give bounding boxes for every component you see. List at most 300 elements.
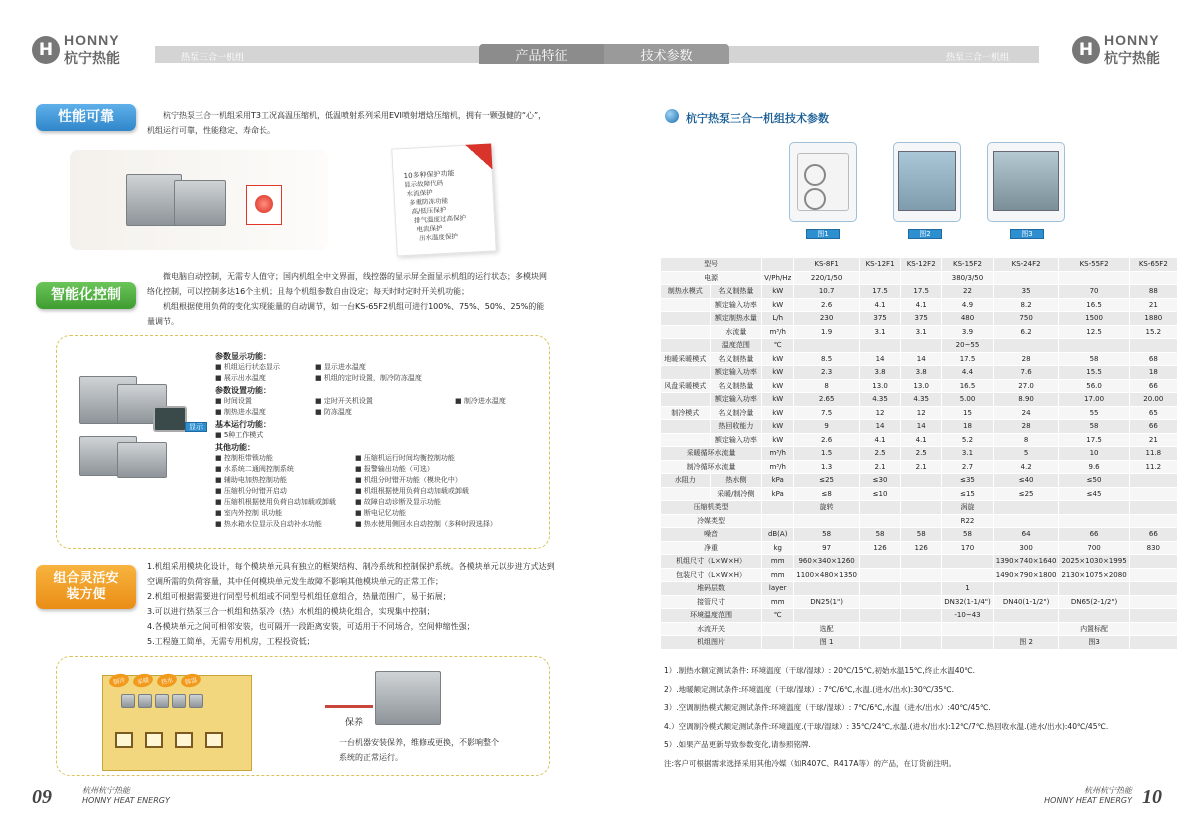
table-cell: 图 2 <box>993 636 1059 650</box>
table-cell: 4.1 <box>859 433 900 447</box>
table-row <box>661 541 1178 555</box>
tab-features[interactable]: 产品特征 <box>479 44 604 64</box>
brand-en: HONNY <box>64 32 120 48</box>
table-cell: KS-8F1 <box>794 258 860 272</box>
table-cell: 4.4 <box>942 366 993 380</box>
table-row <box>661 366 1178 380</box>
table-cell: 17.5 <box>859 285 900 299</box>
table-cell: 66 <box>1129 528 1177 542</box>
table-cell <box>993 339 1059 353</box>
sec2-text1: 微电脑自动控制，无需专人值守；国内机组全中文界面，线控器的显示屏全面显示机组的运行状态；多模块网络化控制，可以控制多达16个主机；且每个机组参数自由设定；每天时时定时开关机功能； <box>147 272 547 296</box>
table-cell: 12 <box>901 406 942 420</box>
sec1-text: 杭宁热泵三合一机组采用T3工况高温压缩机，低温喷射系列采用EVI喷射增焓压缩机，拥有一颗强健的“心”，机组运行可靠，性能稳定、寿命长。 <box>147 111 547 135</box>
table-cell <box>993 271 1059 285</box>
product-photo-3 <box>987 142 1065 222</box>
row-label: 水流开关 <box>661 622 762 636</box>
footer-en: HONNY HEAT ENERGY <box>82 796 170 805</box>
table-cell: 图 1 <box>794 636 860 650</box>
table-cell <box>859 622 900 636</box>
page-number-right: 10 <box>1142 786 1162 808</box>
function-list <box>215 350 545 530</box>
table-cell <box>794 514 860 528</box>
table-cell: 35 <box>993 285 1059 299</box>
table-cell: 1 <box>942 582 993 596</box>
func-group <box>215 453 545 530</box>
row-label: 名义制冷量 <box>710 406 762 420</box>
func-item: ■ 定时开关机设置 <box>315 397 373 405</box>
section-title-flexible <box>36 565 136 609</box>
footer-right <box>1040 786 1132 806</box>
row-group <box>661 312 711 326</box>
table-cell: 300 <box>993 541 1059 555</box>
table-row <box>661 474 1178 488</box>
row-unit <box>762 636 794 650</box>
table-cell: 27.0 <box>993 379 1059 393</box>
arrow-icon <box>325 705 373 708</box>
table-cell: KS-12F1 <box>859 258 900 272</box>
table-cell <box>1129 582 1177 596</box>
note-line: 4.）空调制冷模式额定测试条件:环境温度.(干球/湿球）: 35℃/24℃,水温.(进水/出水):12℃/7℃.热回收水温.(进水/出水):40℃/45℃. <box>664 721 1109 731</box>
table-cell: 375 <box>859 312 900 326</box>
table-row <box>661 514 1178 528</box>
table-cell: 13.0 <box>901 379 942 393</box>
table-cell: ≤25 <box>993 487 1059 501</box>
table-row <box>661 285 1178 299</box>
table-cell: 58 <box>1059 420 1129 434</box>
table-cell: 2130×1075×2080 <box>1059 568 1129 582</box>
table-cell: 126 <box>859 541 900 555</box>
table-row <box>661 636 1178 650</box>
row-label: 电源 <box>661 271 762 285</box>
table-row <box>661 447 1178 461</box>
table-cell: 4.1 <box>901 433 942 447</box>
row-label: 堆码层数 <box>661 582 762 596</box>
table-cell: 3.1 <box>859 325 900 339</box>
table-cell: 5.00 <box>942 393 993 407</box>
header-sub-left: 热泵三合一机组 <box>181 53 245 63</box>
table-cell <box>901 271 942 285</box>
protect-item: 高/低压保护 <box>411 205 447 216</box>
table-cell: 15 <box>942 406 993 420</box>
table-cell: 选配 <box>794 622 860 636</box>
globe-icon <box>665 109 679 123</box>
table-cell <box>1059 339 1129 353</box>
func-item: ■ 水系统二通阀控制系统 <box>215 465 294 473</box>
row-group: 制冷模式 <box>661 406 711 420</box>
spec-title: 杭宁热泵三合一机组技术参数 <box>686 112 829 125</box>
table-row <box>661 393 1178 407</box>
row-unit: kW <box>762 285 794 299</box>
func-item: ■ 5种工作模式 <box>215 431 264 439</box>
table-cell <box>942 622 993 636</box>
table-cell <box>859 339 900 353</box>
table-cell <box>1129 568 1177 582</box>
row-unit: m³/h <box>762 447 794 461</box>
table-row <box>661 298 1178 312</box>
sec3-title: 组合灵活安装方便 <box>53 570 119 602</box>
maintenance-panel <box>56 656 550 776</box>
table-cell <box>859 582 900 596</box>
logo-icon: H <box>1072 36 1100 64</box>
table-cell: ≤8 <box>794 487 860 501</box>
logo-icon: H <box>32 36 60 64</box>
row-label: 环境温度范围 <box>661 609 762 623</box>
table-cell: ≤25 <box>794 474 860 488</box>
table-cell: 2025×1030×1995 <box>1059 555 1129 569</box>
table-row <box>661 352 1178 366</box>
func-item: ■ 压缩机分时错开启动 <box>215 487 287 495</box>
row-unit: L/h <box>762 312 794 326</box>
row-unit <box>762 501 794 515</box>
table-cell: 10 <box>1059 447 1129 461</box>
table-cell <box>1129 501 1177 515</box>
func-item: ■ 机组分时错开功能（模块化中） <box>355 476 462 484</box>
display-tag: 显示 <box>185 422 207 432</box>
table-cell: 17.00 <box>1059 393 1129 407</box>
table-cell: 1.5 <box>794 447 860 461</box>
table-cell: 64 <box>993 528 1059 542</box>
table-cell: 55 <box>1059 406 1129 420</box>
table-cell: 24 <box>993 406 1059 420</box>
table-cell <box>901 609 942 623</box>
controller-icon <box>153 406 187 432</box>
row-unit: mm <box>762 568 794 582</box>
table-cell: 2.7 <box>942 460 993 474</box>
table-cell: 66 <box>1129 420 1177 434</box>
pic-tag-3: 图3 <box>1010 229 1044 239</box>
table-cell: 66 <box>1129 379 1177 393</box>
table-row <box>661 271 1178 285</box>
func-item: ■ 压缩机根据使用负荷自动加载或卸载 <box>215 498 336 506</box>
table-cell <box>993 501 1059 515</box>
row-unit: kW <box>762 433 794 447</box>
table-cell: 4.2 <box>993 460 1059 474</box>
row-label: 名义制热量 <box>710 379 762 393</box>
table-row <box>661 325 1178 339</box>
table-row <box>661 433 1178 447</box>
table-cell <box>859 568 900 582</box>
row-label: 温度范围 <box>710 339 762 353</box>
table-cell: 16.5 <box>942 379 993 393</box>
table-cell: 图3 <box>1059 636 1129 650</box>
row-label: 净重 <box>661 541 762 555</box>
row-unit: m³/h <box>762 325 794 339</box>
table-cell: 4.1 <box>859 298 900 312</box>
table-cell: 65 <box>1129 406 1177 420</box>
table-cell <box>901 568 942 582</box>
table-cell: 12 <box>859 406 900 420</box>
table-cell <box>859 636 900 650</box>
row-unit: kW <box>762 379 794 393</box>
row-unit: kW <box>762 420 794 434</box>
sec3-list <box>147 559 557 649</box>
table-cell: 20.00 <box>1129 393 1177 407</box>
row-label: 冷媒类型 <box>661 514 762 528</box>
table-cell <box>794 609 860 623</box>
table-cell: KS-65F2 <box>1129 258 1177 272</box>
table-cell <box>794 339 860 353</box>
table-cell: 2.6 <box>794 433 860 447</box>
row-unit: kW <box>762 298 794 312</box>
row-unit: V/Ph/Hz <box>762 271 794 285</box>
table-cell <box>1129 636 1177 650</box>
table-cell: 3.1 <box>942 447 993 461</box>
row-unit: kg <box>762 541 794 555</box>
table-cell <box>859 609 900 623</box>
row-group <box>661 420 711 434</box>
table-cell <box>1059 609 1129 623</box>
row-label: 包装尺寸（L×W×H） <box>661 568 762 582</box>
row-label: 额定输入功率 <box>710 298 762 312</box>
row-group <box>661 298 711 312</box>
table-row <box>661 501 1178 515</box>
row-unit: kPa <box>762 487 794 501</box>
table-cell: 3.8 <box>859 366 900 380</box>
table-row <box>661 487 1178 501</box>
table-cell: 88 <box>1129 285 1177 299</box>
table-row <box>661 379 1178 393</box>
row-label: 采暖循环水流量 <box>661 447 762 461</box>
maint-text: 一台机器安装保养，维修或更换，不影响整个系统的正常运行。 <box>339 738 499 762</box>
table-cell: KS-55F2 <box>1059 258 1129 272</box>
table-cell: 2.6 <box>794 298 860 312</box>
table-cell <box>1129 609 1177 623</box>
table-cell <box>993 609 1059 623</box>
row-group: 地暖采暖模式 <box>661 352 711 366</box>
product-photo-2 <box>893 142 961 222</box>
product-photo-1 <box>789 142 857 222</box>
func-group <box>215 430 545 441</box>
table-cell <box>901 555 942 569</box>
row-label: 机组尺寸（L×W×H） <box>661 555 762 569</box>
table-cell: 9 <box>794 420 860 434</box>
protect-item: 电流保护 <box>416 224 443 234</box>
page-number-left: 09 <box>32 786 52 808</box>
table-cell: DN40(1-1/2") <box>993 595 1059 609</box>
row-label: 机组图片 <box>661 636 762 650</box>
table-cell: 58 <box>794 528 860 542</box>
func-item: ■ 机组根据使用负荷自动加载或卸载 <box>355 487 469 495</box>
row-label: 额定输入功率 <box>710 393 762 407</box>
func-heading: 参数设置功能： <box>215 386 271 395</box>
func-item: ■ 热水使用侧回水自动控制（多种时段选择） <box>355 520 497 528</box>
table-cell: 5.2 <box>942 433 993 447</box>
table-cell: 4.1 <box>901 298 942 312</box>
table-cell <box>859 514 900 528</box>
table-cell: 1100×480×1350 <box>794 568 860 582</box>
table-row <box>661 582 1178 596</box>
table-cell: 6.2 <box>993 325 1059 339</box>
table-cell: 1390×740×1640 <box>993 555 1059 569</box>
table-cell: 8.2 <box>993 298 1059 312</box>
unit-icon <box>117 442 167 478</box>
table-cell: 70 <box>1059 285 1129 299</box>
pic-tag-2: 图2 <box>908 229 942 239</box>
row-unit <box>762 514 794 528</box>
row-unit: ℃ <box>762 339 794 353</box>
row-group <box>661 487 711 501</box>
table-cell: 14 <box>859 352 900 366</box>
table-cell <box>859 595 900 609</box>
table-cell: 3.1 <box>901 325 942 339</box>
table-cell <box>794 582 860 596</box>
table-row <box>661 460 1178 474</box>
sec3-item: 2.机组可根据需要进行同型号机组或不同型号机组任意组合，热量范围广，易于拓展； <box>147 592 451 601</box>
func-item: ■ 时间设置 <box>215 397 252 405</box>
spec-table <box>660 257 1178 650</box>
table-cell: ≤50 <box>1059 474 1129 488</box>
row-unit: dB(A) <box>762 528 794 542</box>
table-cell: 750 <box>993 312 1059 326</box>
table-cell <box>901 474 942 488</box>
brand-logo-left <box>32 30 162 70</box>
table-cell <box>1129 487 1177 501</box>
sec3-item: 5.工程施工简单，无需专用机房，工程投资低； <box>147 637 315 646</box>
table-cell: 28 <box>993 352 1059 366</box>
table-row <box>661 406 1178 420</box>
table-cell: 17.5 <box>942 352 993 366</box>
func-item: ■ 防冻温度 <box>315 408 352 416</box>
section-title-reliable: 性能可靠 <box>36 104 136 131</box>
table-cell: 13.0 <box>859 379 900 393</box>
footer-en: HONNY HEAT ENERGY <box>1044 796 1132 805</box>
row-group: 风盘采暖模式 <box>661 379 711 393</box>
brand-cn: 杭宁热能 <box>64 51 120 67</box>
protect-item: 水流保护 <box>406 188 433 198</box>
row-unit: kW <box>762 393 794 407</box>
func-item: ■ 断电记忆功能 <box>355 509 406 517</box>
unit-icon <box>375 671 441 725</box>
table-cell: 1490×790×1800 <box>993 568 1059 582</box>
table-cell <box>1129 622 1177 636</box>
func-heading: 参数显示功能： <box>215 352 271 361</box>
table-cell: ≤40 <box>993 474 1059 488</box>
table-cell: 380/3/50 <box>942 271 993 285</box>
table-cell: 21 <box>1129 298 1177 312</box>
table-cell: 8.5 <box>794 352 860 366</box>
table-cell <box>942 568 993 582</box>
func-item: ■ 控制柜带锁功能 <box>215 454 273 462</box>
func-item: ■ 显示进水温度 <box>315 363 366 371</box>
functions-panel <box>56 335 550 549</box>
footer-left <box>82 786 170 806</box>
table-cell <box>901 339 942 353</box>
header-bar-left <box>155 46 479 63</box>
note-line: 1）.制热水额定测试条件: 环境温度（干球/湿球）: 20℃/15℃,初始水温15℃,终止水温40℃. <box>664 666 976 675</box>
table-cell <box>901 636 942 650</box>
row-unit: m³/h <box>762 460 794 474</box>
table-cell: 18 <box>942 420 993 434</box>
row-unit: mm <box>762 555 794 569</box>
pic-tag-1: 图1 <box>806 229 840 239</box>
table-cell <box>1129 555 1177 569</box>
table-cell: 68 <box>1129 352 1177 366</box>
table-cell: 18 <box>1129 366 1177 380</box>
row-label: 热回收能力 <box>710 420 762 434</box>
footer-cn: 杭州杭宁热能 <box>82 786 130 795</box>
row-group <box>661 393 711 407</box>
table-cell <box>1059 582 1129 596</box>
section-title-smart: 智能化控制 <box>36 282 136 309</box>
note-line: 5）.如果产品更新导致参数变化,请参照铭牌. <box>664 740 811 749</box>
table-row <box>661 528 1178 542</box>
tab-specs[interactable]: 技术参数 <box>604 44 729 64</box>
table-cell: 3.9 <box>942 325 993 339</box>
table-cell <box>993 582 1059 596</box>
table-cell: DN32(1-1/4") <box>942 595 993 609</box>
row-group <box>661 366 711 380</box>
table-cell: 4.35 <box>901 393 942 407</box>
bubble-label: 除湿 <box>180 672 202 689</box>
table-cell: 2.3 <box>794 366 860 380</box>
row-label: 接管尺寸 <box>661 595 762 609</box>
row-label: 采暖/制冷侧 <box>710 487 762 501</box>
note-line: 3）.空调制热模式额定测试条件:环境温度（干球/湿球）: 7℃/6℃,水温（进水/出水）:40℃/45℃. <box>664 703 991 712</box>
row-group: 水阻力 <box>661 474 711 488</box>
table-cell: 4.35 <box>859 393 900 407</box>
table-cell <box>1129 271 1177 285</box>
table-cell <box>1129 514 1177 528</box>
table-cell: 8 <box>993 433 1059 447</box>
row-label: 额定输入功率 <box>710 366 762 380</box>
func-item: ■ 机组的定时设置，制冷防冻温度 <box>315 374 422 382</box>
row-unit: layer <box>762 582 794 596</box>
table-cell <box>1059 514 1129 528</box>
table-cell: 11.2 <box>1129 460 1177 474</box>
brand-en: HONNY <box>1104 32 1160 48</box>
table-cell: 3.8 <box>901 366 942 380</box>
footer-cn: 杭州杭宁热能 <box>1084 786 1132 795</box>
bubble-label: 制冷 <box>108 672 130 689</box>
header-bar-right <box>729 46 1039 63</box>
table-cell: 14 <box>859 420 900 434</box>
table-cell <box>859 271 900 285</box>
table-cell: KS-15F2 <box>942 258 993 272</box>
table-cell <box>993 514 1059 528</box>
row-unit: mm <box>762 595 794 609</box>
table-cell: 22 <box>942 285 993 299</box>
table-cell <box>1059 501 1129 515</box>
unit-icon <box>174 180 226 226</box>
row-label: 水流量 <box>710 325 762 339</box>
sec3-item: 1.机组采用模块化设计，每个模块单元具有独立的框架结构、制冷系统和控制保护系统。各模块单元以步进方式达到空调所需的负荷容量，其中任何模块单元发生故障不影响其他模块单元的正常工作； <box>147 562 555 586</box>
header-sub-right: 热泵三合一机组 <box>946 53 1010 63</box>
table-cell: 4.9 <box>942 298 993 312</box>
func-item: ■ 报警输出功能（可选） <box>355 465 434 473</box>
func-group <box>215 362 545 384</box>
table-cell <box>901 622 942 636</box>
table-cell <box>859 555 900 569</box>
bubble-label: 采暖 <box>132 672 154 689</box>
compressor-icon <box>246 185 282 225</box>
table-cell: 66 <box>1059 528 1129 542</box>
building-illustration <box>102 675 252 771</box>
table-cell: 内置标配 <box>1059 622 1129 636</box>
row-group: 制热水模式 <box>661 285 711 299</box>
table-row <box>661 420 1178 434</box>
row-label: 型号 <box>661 258 762 272</box>
table-cell: ≤35 <box>942 474 993 488</box>
table-row <box>661 555 1178 569</box>
table-row <box>661 595 1178 609</box>
row-unit: kW <box>762 366 794 380</box>
row-group <box>661 325 711 339</box>
row-label: 额定制热水量 <box>710 312 762 326</box>
sec3-item: 4.各模块单元之间可相邻安装，也可隔开一段距离安装，可适用于不同场合，空间伸缩性强； <box>147 622 475 631</box>
func-heading: 其他功能： <box>215 443 255 452</box>
table-cell: 56.0 <box>1059 379 1129 393</box>
protect-item: 多重防冻功能 <box>408 196 449 207</box>
